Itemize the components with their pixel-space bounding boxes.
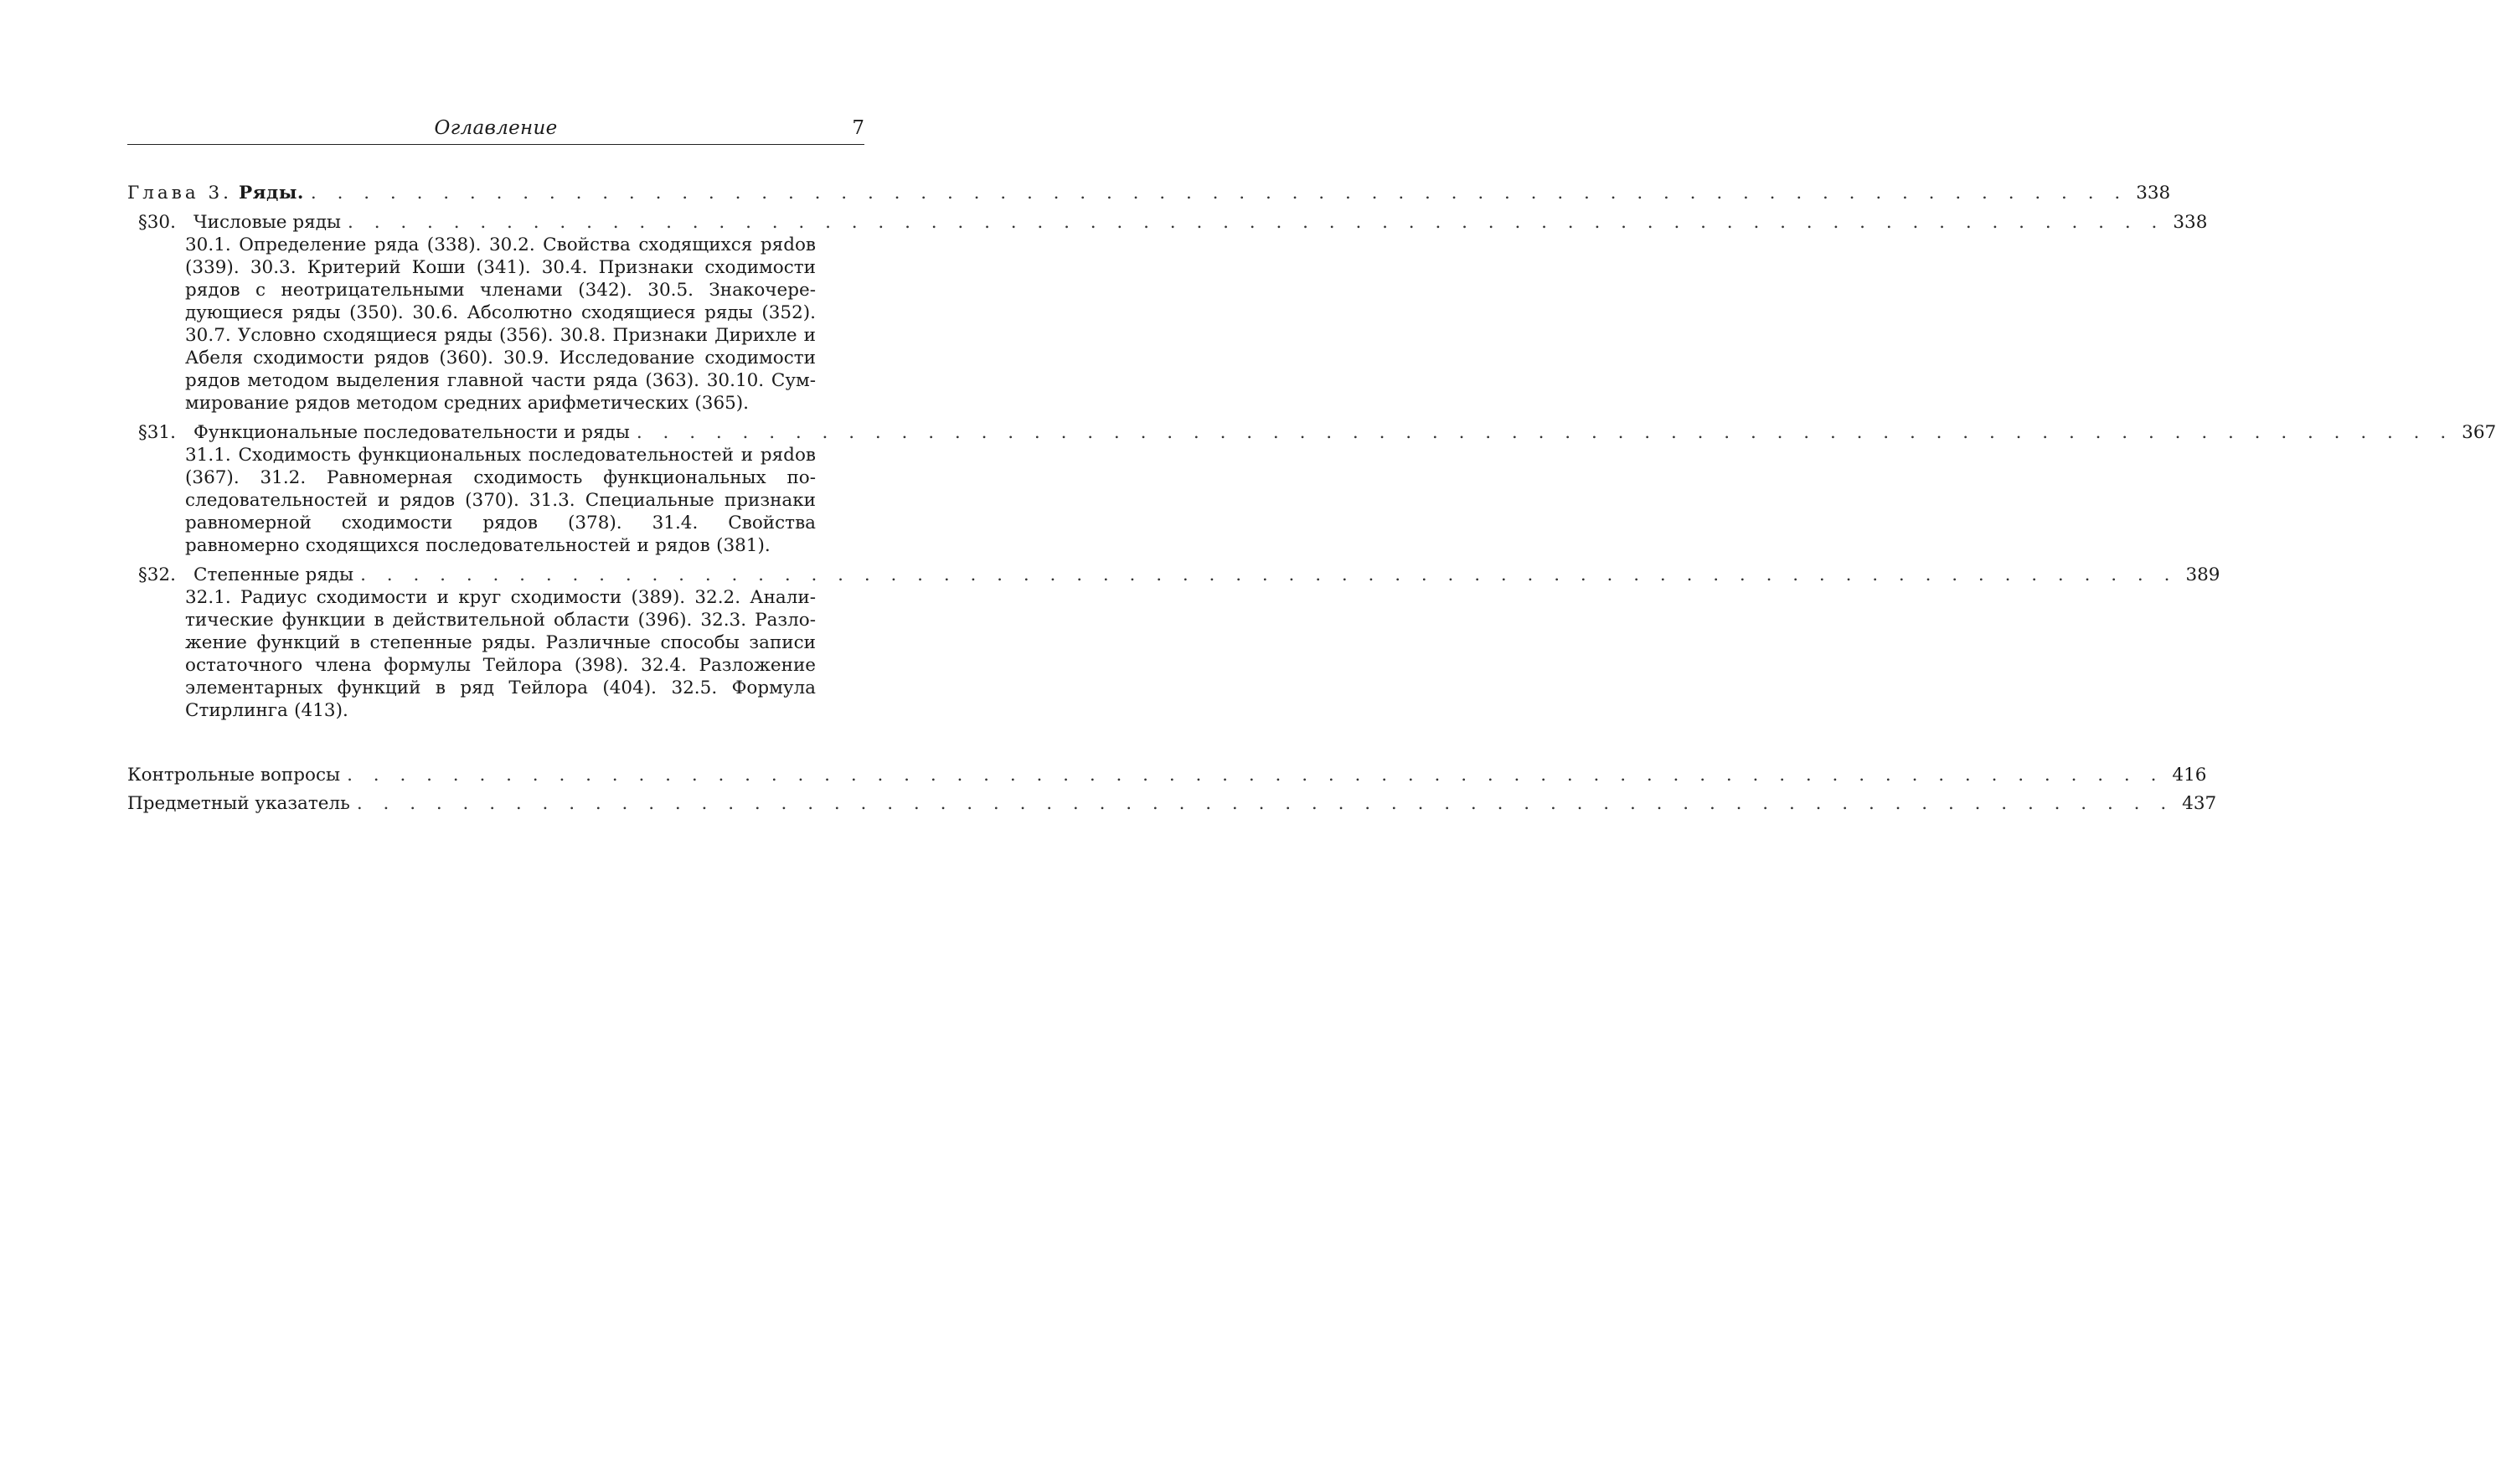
section-title: Функциональные последовательности и ряды [193, 422, 630, 443]
toc-chapter-entry[interactable] [127, 182, 2171, 204]
entry-page: 437 [2182, 793, 2217, 814]
page-number: 7 [852, 117, 864, 139]
toc-section-entry[interactable] [127, 564, 2220, 586]
section-page: 389 [2185, 564, 2220, 585]
dot-leader: . . . . . . . . . . . . . . . . . . . . . . . . . . . . . . . . . . . . . . . . . . . . . . . . . . . . . . . . . . . . . . . . . . . . . [347, 765, 2164, 786]
toc-section-32 [127, 564, 2220, 722]
chapter-prefix: Глава 3. [127, 183, 232, 204]
section-page: 338 [2173, 212, 2208, 233]
section-description: 32.1. Радиус сходимости и круг сходимости (389). 32.2. Аналитические функции в действительной области (396). 32.3. Разложение функций в степенные ряды. Различные способы записи остаточного члена формулы Тейлора (398). 32.4. Разложение элементарных функций в ряд Тейлора (404). 32.5. Формула Стирлинга (413). [185, 587, 816, 721]
section-title: Степенные ряды [193, 564, 354, 585]
toc-entry-review-questions[interactable] [127, 764, 2207, 786]
book-page [127, 117, 2496, 821]
running-title: Оглавление [434, 117, 558, 139]
chapter-page: 338 [2136, 183, 2171, 204]
entry-title: Контрольные вопросы [127, 765, 341, 786]
toc-section-entry[interactable] [127, 421, 2496, 444]
dot-leader: . . . . . . . . . . . . . . . . . . . . . . . . . . . . . . . . . . . . . . . . . . . . . . . . . . . . . . . . . . . . . . . . . . . . . [310, 183, 2128, 204]
section-number: §30. [138, 212, 176, 233]
dot-leader: . . . . . . . . . . . . . . . . . . . . . . . . . . . . . . . . . . . . . . . . . . . . . . . . . . . . . . . . . . . . . . . . . . . . . [356, 793, 2174, 814]
section-page: 367 [2462, 422, 2496, 443]
toc-section-entry[interactable] [127, 211, 2208, 234]
back-matter [127, 764, 2217, 815]
dot-leader: . . . . . . . . . . . . . . . . . . . . . . . . . . . . . . . . . . . . . . . . . . . . . . . . . . . . . . . . . . . . . . . . . . . . . [348, 212, 2165, 233]
section-description: 31.1. Сходимость функциональных последовательностей и ряdов (367). 31.2. Равномерная сходимость функциональных последовательностей и рядов (370). 31.3. Специальные признаки равномерной сходимости рядов (378). 31.4. Свойства равномерно сходящихся последовательностей и рядов (381). [185, 445, 816, 556]
entry-title: Предметный указатель [127, 793, 350, 814]
toc-section-31 [127, 421, 2496, 557]
dot-leader: . . . . . . . . . . . . . . . . . . . . . . . . . . . . . . . . . . . . . . . . . . . . . . . . . . . . . . . . . . . . . . . . . . . . . [360, 564, 2178, 585]
toc-section-30 [127, 211, 2208, 415]
section-number: §31. [138, 422, 176, 443]
section-number: §32. [138, 564, 176, 585]
chapter-title: Ряды. [238, 183, 304, 204]
toc-entry-subject-index[interactable] [127, 792, 2217, 815]
table-of-contents [127, 182, 2496, 815]
section-title: Числовые ряды [193, 212, 342, 233]
section-description: 30.1. Определение ряда (338). 30.2. Свойства сходящихся ряdов (339). 30.3. Критерий Коши (341). 30.4. Признаки сходимости рядов с неотрицательными членами (342). 30.5. Знакочередующиеся ряды (350). 30.6. Абсолютно сходящиеся ряды (352). 30.7. Условно сходящиеся ряды (356). 30.8. Признаки Дирихле и Абеля сходимости рядов (360). 30.9. Исследование сходимости рядов методом выделения главной части ряда (363). 30.10. Суммирование рядов методом средних арифметических (365). [185, 234, 816, 414]
entry-page: 416 [2172, 765, 2207, 786]
running-head [127, 117, 864, 145]
dot-leader: . . . . . . . . . . . . . . . . . . . . . . . . . . . . . . . . . . . . . . . . . . . . . . . . . . . . . . . . . . . . . . . . . . . . . [636, 422, 2454, 443]
